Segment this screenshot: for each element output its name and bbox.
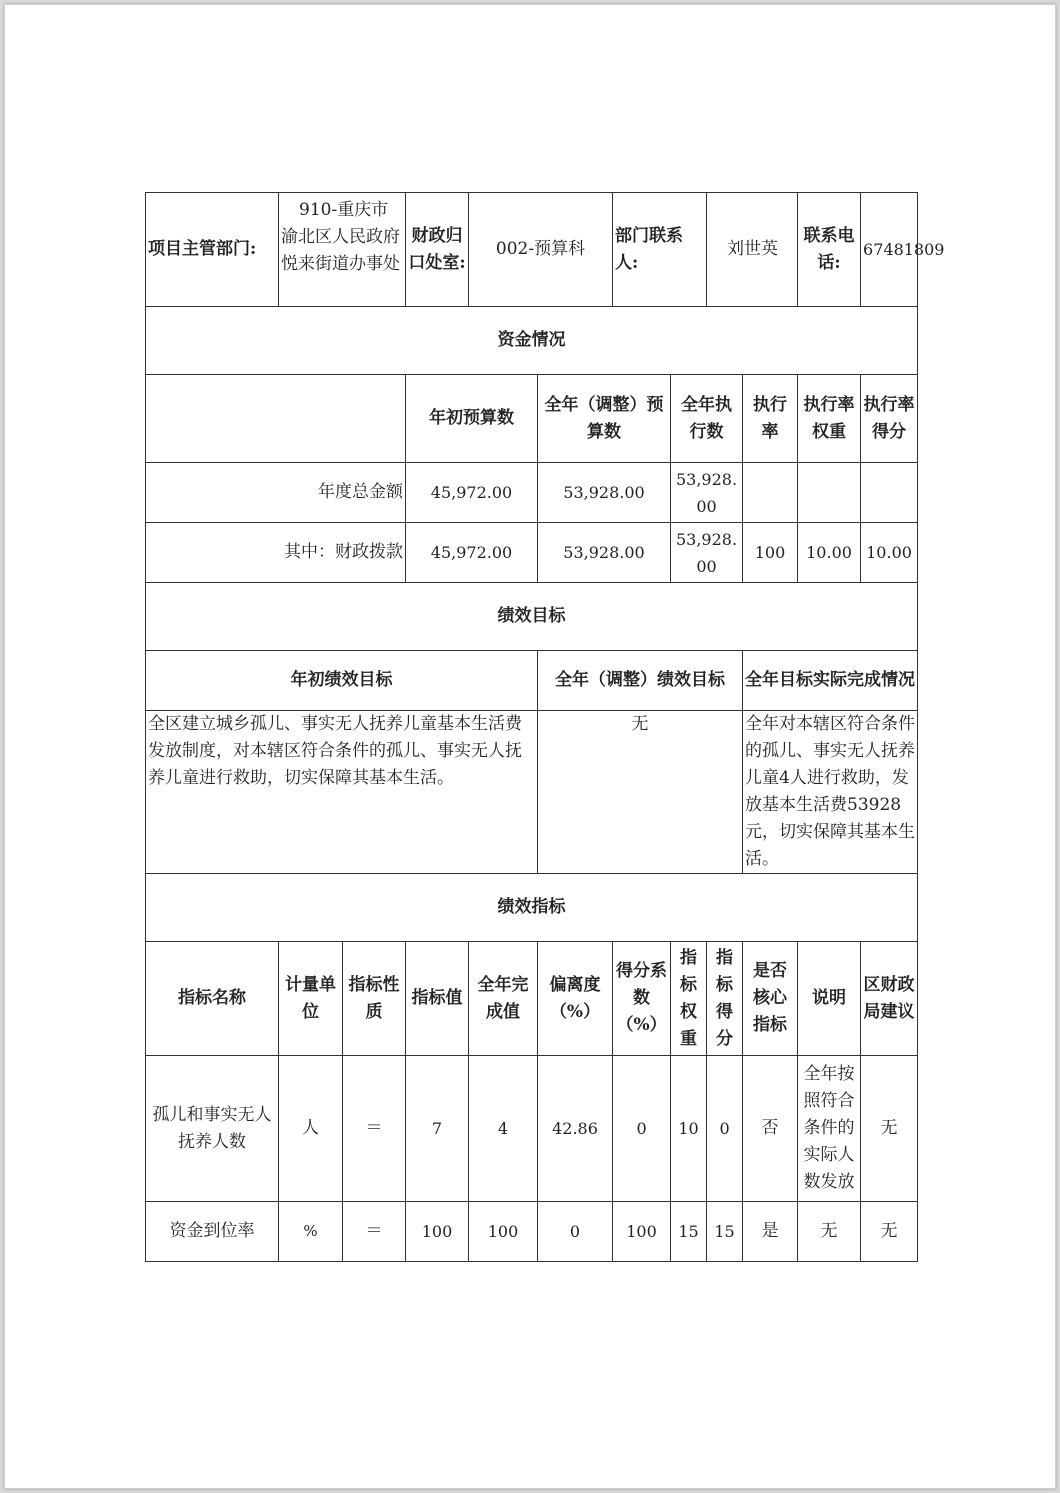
ind-cell-score: 0 bbox=[707, 1056, 743, 1202]
ind-cell-weight: 15 bbox=[671, 1202, 707, 1262]
funds-cell bbox=[861, 463, 918, 523]
funds-corner-cell bbox=[146, 375, 406, 463]
ind-cell-score: 15 bbox=[707, 1202, 743, 1262]
ind-cell-weight: 10 bbox=[671, 1056, 707, 1202]
funds-cell: 53,928.00 bbox=[671, 463, 743, 523]
funds-cell bbox=[743, 463, 798, 523]
ind-col-target: 指标值 bbox=[406, 942, 469, 1056]
dept-label: 项目主管部门: bbox=[146, 193, 279, 307]
ind-col-advice: 区财政局建议 bbox=[861, 942, 918, 1056]
goals-adjusted-text: 无 bbox=[538, 711, 743, 874]
ind-cell-deviation: 42.86 bbox=[538, 1056, 613, 1202]
funds-cell: 45,972.00 bbox=[406, 463, 538, 523]
ind-cell-name: 孤儿和事实无人抚养人数 bbox=[146, 1056, 279, 1202]
funds-col-executed: 全年执行数 bbox=[671, 375, 743, 463]
ind-cell-target: 7 bbox=[406, 1056, 469, 1202]
funds-section-title: 资金情况 bbox=[146, 307, 918, 375]
ind-col-name: 指标名称 bbox=[146, 942, 279, 1056]
ind-col-completed: 全年完成值 bbox=[469, 942, 538, 1056]
goals-col-initial: 年初绩效目标 bbox=[146, 651, 538, 711]
funds-cell: 45,972.00 bbox=[406, 523, 538, 583]
ind-cell-nature: ＝ bbox=[343, 1056, 406, 1202]
funds-header-row bbox=[146, 375, 918, 463]
ind-cell-completed: 4 bbox=[469, 1056, 538, 1202]
funds-col-initial: 年初预算数 bbox=[406, 375, 538, 463]
funds-cell: 53,928.00 bbox=[538, 523, 671, 583]
funds-col-rate: 执行率 bbox=[743, 375, 798, 463]
ind-cell-advice: 无 bbox=[861, 1056, 918, 1202]
ind-col-unit: 计量单位 bbox=[279, 942, 343, 1056]
indicators-section-title: 绩效指标 bbox=[146, 874, 918, 942]
funds-cell: 53,928.00 bbox=[538, 463, 671, 523]
ind-cell-core: 是 bbox=[743, 1202, 798, 1262]
dept-value: 910-重庆市渝北区人民政府悦来街道办事处 bbox=[279, 193, 406, 307]
funds-row-label: 年度总金额 bbox=[146, 463, 406, 523]
phone-label: 联系电话: bbox=[798, 193, 861, 307]
ind-cell-completed: 100 bbox=[469, 1202, 538, 1262]
goals-actual-text: 全年对本辖区符合条件的孤儿、事实无人抚养儿童4人进行救助，发放基本生活费53928元，切实保障其基本生活。 bbox=[743, 711, 918, 874]
funds-col-adjusted: 全年（调整）预算数 bbox=[538, 375, 671, 463]
indicator-row bbox=[146, 1056, 918, 1202]
document-page bbox=[4, 4, 1056, 1489]
performance-form-table bbox=[145, 192, 945, 1262]
indicator-row bbox=[146, 1202, 918, 1262]
funds-cell: 53,928.00 bbox=[671, 523, 743, 583]
goals-header-row bbox=[146, 651, 918, 711]
goals-initial-text: 全区建立城乡孤儿、事实无人抚养儿童基本生活费发放制度，对本辖区符合条件的孤儿、事实无人抚养儿童进行救助，切实保障其基本生活。 bbox=[146, 711, 538, 874]
ind-cell-advice: 无 bbox=[861, 1202, 918, 1262]
contact-value: 刘世英 bbox=[707, 193, 798, 307]
funds-cell: 100 bbox=[743, 523, 798, 583]
ind-cell-target: 100 bbox=[406, 1202, 469, 1262]
ind-col-core: 是否核心指标 bbox=[743, 942, 798, 1056]
funds-cell: 10.00 bbox=[861, 523, 918, 583]
goals-col-adjusted: 全年（调整）绩效目标 bbox=[538, 651, 743, 711]
goals-col-actual: 全年目标实际完成情况 bbox=[743, 651, 918, 711]
ind-cell-note: 全年按照符合条件的实际人数发放 bbox=[798, 1056, 861, 1202]
ind-col-score: 指标得分 bbox=[707, 942, 743, 1056]
ind-cell-coefficient: 100 bbox=[613, 1202, 671, 1262]
ind-cell-deviation: 0 bbox=[538, 1202, 613, 1262]
funds-row-label: 其中：财政拨款 bbox=[146, 523, 406, 583]
ind-cell-name: 资金到位率 bbox=[146, 1202, 279, 1262]
ind-cell-unit: % bbox=[279, 1202, 343, 1262]
ind-col-note: 说明 bbox=[798, 942, 861, 1056]
goals-section-title: 绩效目标 bbox=[146, 583, 918, 651]
indicators-header-row bbox=[146, 942, 918, 1056]
ind-col-coefficient: 得分系数（%） bbox=[613, 942, 671, 1056]
ind-col-nature: 指标性质 bbox=[343, 942, 406, 1056]
ind-col-deviation: 偏离度（%） bbox=[538, 942, 613, 1056]
ind-cell-core: 否 bbox=[743, 1056, 798, 1202]
funds-col-score: 执行率得分 bbox=[861, 375, 918, 463]
ind-cell-coefficient: 0 bbox=[613, 1056, 671, 1202]
funds-cell: 10.00 bbox=[798, 523, 861, 583]
funds-col-weight: 执行率权重 bbox=[798, 375, 861, 463]
finance-label: 财政归口处室: bbox=[406, 193, 469, 307]
phone-value: 67481809 bbox=[861, 193, 918, 307]
finance-value: 002-预算科 bbox=[469, 193, 613, 307]
header-row bbox=[146, 193, 918, 307]
ind-cell-unit: 人 bbox=[279, 1056, 343, 1202]
ind-col-weight: 指标权重 bbox=[671, 942, 707, 1056]
contact-label: 部门联系人: bbox=[613, 193, 707, 307]
funds-row-fiscal bbox=[146, 523, 918, 583]
funds-cell bbox=[798, 463, 861, 523]
ind-cell-nature: ＝ bbox=[343, 1202, 406, 1262]
goals-content-row bbox=[146, 711, 918, 874]
funds-row-total bbox=[146, 463, 918, 523]
ind-cell-note: 无 bbox=[798, 1202, 861, 1262]
